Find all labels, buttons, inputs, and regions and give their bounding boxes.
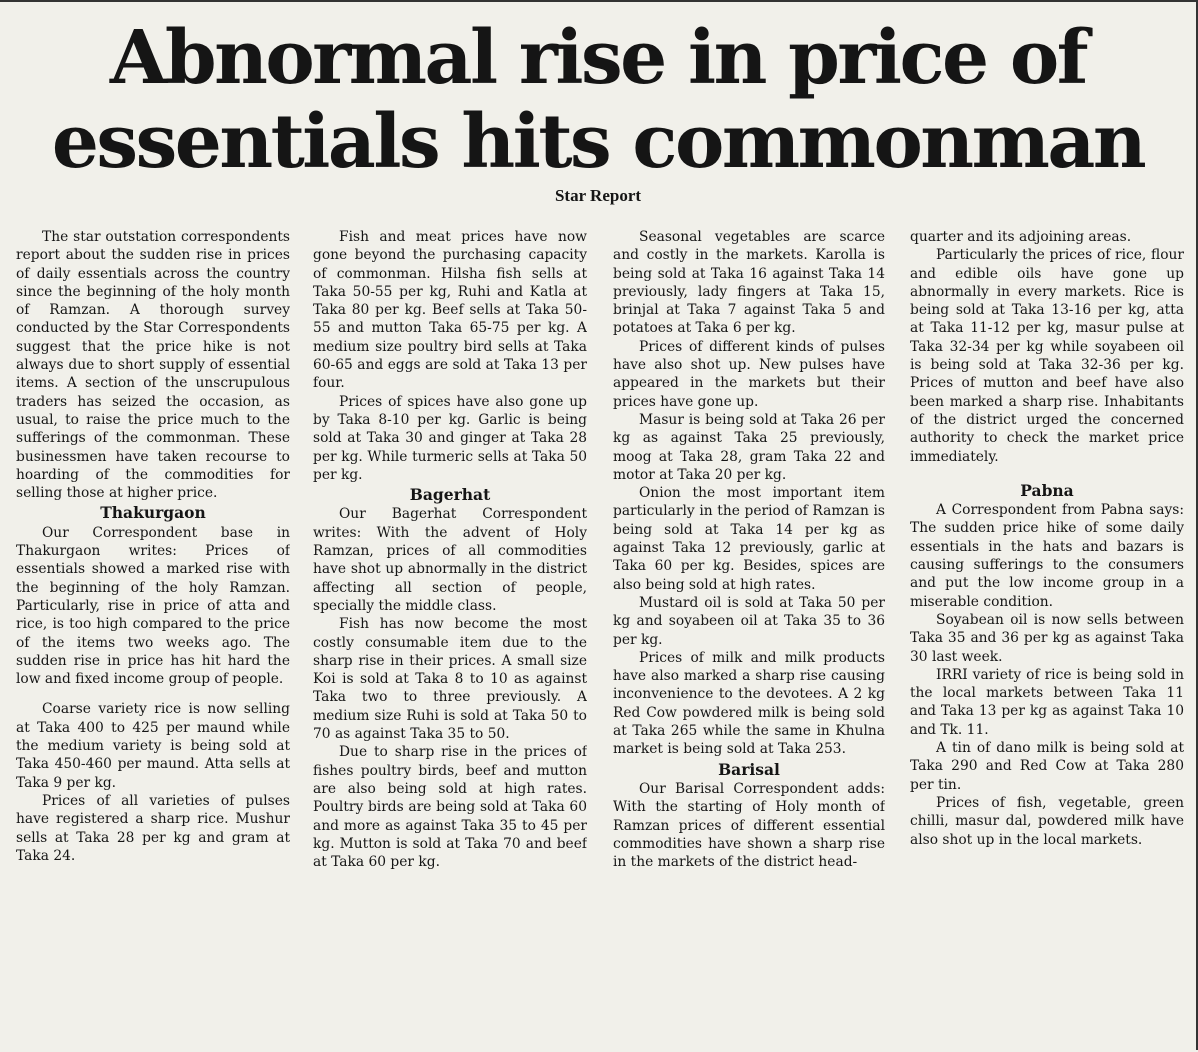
paragraph: Prices of fish, vegetable, green chilli, masur dal, powdered milk have also shot up in the local markets. (910, 794, 1184, 848)
section-heading-thakurgaon: Thakurgaon (100, 503, 206, 523)
paragraph: Prices of different kinds of pulses have also shot up. New pulses have appeared in the markets but their prices have gone up. (613, 338, 885, 410)
paragraph: Seasonal vegetables are scarce and costly in the markets. Karolla is being sold at Taka 16 against Taka 14 previously, lady fingers at Taka 15, brinjal at Taka 7 against Taka 5 and potatoes at Taka 6 per kg. (613, 229, 885, 337)
paragraph: Onion the most important item particularly in the period of Ramzan is being sold at Taka 14 per kg as against Taka 12 previously, garlic at Taka 60 per kg. Besides, spices are also being sold at high rates. (613, 485, 885, 593)
article-columns (0, 228, 1198, 1052)
column-3 (613, 228, 885, 1052)
paragraph: Soyabean oil is now sells between Taka 35 and 36 per kg as against Taka 30 last week. (910, 611, 1184, 665)
paragraph: Our Correspondent base in Thakurgaon writes: Prices of essentials showed a marked rise with the beginning of the holy Ramzan. Particularly, rise in price of atta and rice, is too high compared to the price of the items two weeks ago. The sudden rise in price has hit hard the low and fixed income group of people. (16, 524, 290, 688)
paragraph: Fish has now become the most costly consumable item due to the sharp rise in their prices. A small size Koi is sold at Taka 8 to 10 as against Taka two to three previously. A medium size Ruhi is sold at Taka 50 to 70 as against Taka 35 to 50. (313, 616, 587, 743)
paragraph: Prices of all varieties of pulses have registered a sharp rice. Mushur sells at Taka 28 per kg and gram at Taka 24. (16, 792, 290, 864)
section-heading-pabna: Pabna (1020, 480, 1074, 500)
paragraph: The star outstation correspondents report about the sudden rise in prices of daily essentials across the country since the beginning of the holy month of Ramzan. A thorough survey conducted by the Star Correspondents suggest that the price hike is not always due to short supply of essential items. A section of the unscrupulous traders has seized the occasion, as usual, to raise the price much to the sufferings of the commonman. These businessmen have taken recourse to hoarding of the commodities for selling those at higher price. (16, 229, 290, 502)
paragraph: Our Bagerhat Correspondent writes: With the advent of Holy Ramzan, prices of all commodities have shot up abnormally in the district affecting all section of people, specially the middle class. (313, 506, 587, 614)
paragraph: Prices of milk and milk products have also marked a sharp rise causing inconvenience to the devotees. A 2 kg Red Cow powdered milk is being sold at Taka 265 while the same in Khulna market is being sold at Taka 253. (613, 649, 885, 758)
paragraph: Prices of spices have also gone up by Taka 8-10 per kg. Garlic is being sold at Taka 30 and ginger at Taka 28 per kg. While turmeric sells at Taka 50 per kg. (313, 393, 587, 483)
headline: Abnormal rise in price of essentials hits commonman (51, 15, 1145, 185)
paragraph: A Correspondent from Pabna says: The sudden price hike of some daily essentials in the hats and bazars is causing sufferings to the consumers and put the low income group in a miserable condition. (910, 502, 1184, 610)
paragraph: A tin of dano milk is being sold at Taka 290 and Red Cow at Taka 280 per tin. (910, 740, 1184, 793)
paragraph: Particularly the prices of rice, flour and edible oils have gone up abnormally in every markets. Rice is being sold at Taka 13-16 per kg, atta at Taka 11-12 per kg, masur pulse at Taka 32-34 per kg while soyabeen oil is being sold at Taka 32-36 per kg. Prices of mutton and beef have also been marked a sharp rise. Inhabitants of the district urged the concerned authority to check the market price immediately. (910, 247, 1184, 465)
paragraph: Mustard oil is sold at Taka 50 per kg and soyabeen oil at Taka 35 to 36 per kg. (613, 594, 885, 648)
section-heading-barisal: Barisal (718, 759, 780, 779)
paragraph: Masur is being sold at Taka 26 per kg as against Taka 25 previously, moog at Taka 28, gram Taka 22 and motor at Taka 20 per kg. (613, 411, 885, 483)
paragraph: Our Barisal Correspondent adds: With the starting of Holy month of Ramzan prices of different essential commodities have shown a sharp rise in the markets of the district head- (613, 780, 885, 871)
paragraph: Due to sharp rise in the prices of fishes poultry birds, beef and mutton are also being sold at high rates. Poultry birds are being sold at Taka 60 and more as against Taka 35 to 45 per kg. Mutton is sold at Taka 70 and beef at Taka 60 per kg. (313, 744, 587, 871)
paragraph: IRRI variety of rice is being sold in the local markets between Taka 11 and Taka 13 per kg as against Taka 10 and Tk. 11. (910, 666, 1184, 738)
section-heading-bagerhat: Bagerhat (409, 485, 491, 505)
column-4 (910, 228, 1184, 1052)
column-1 (16, 228, 290, 1052)
byline: Star Report (554, 186, 642, 205)
paragraph: Fish and meat prices have now gone beyond the purchasing capacity of commonman. Hilsha fish sells at Taka 50-55 per kg, Ruhi and Katla at Taka 80 per kg. Beef sells at Taka 50-55 and mutton Taka 65-75 per kg. A medium size poultry bird sells at Taka 60-65 and eggs are sold at Taka 13 per four. (313, 229, 587, 392)
paragraph: quarter and its adjoining areas. (910, 229, 1132, 245)
column-2 (313, 228, 587, 1052)
paragraph: Coarse variety rice is now selling at Taka 400 to 425 per maund while the medium variety is being sold at Taka 450-460 per maund. Atta sells at Taka 9 per kg. (16, 701, 290, 791)
